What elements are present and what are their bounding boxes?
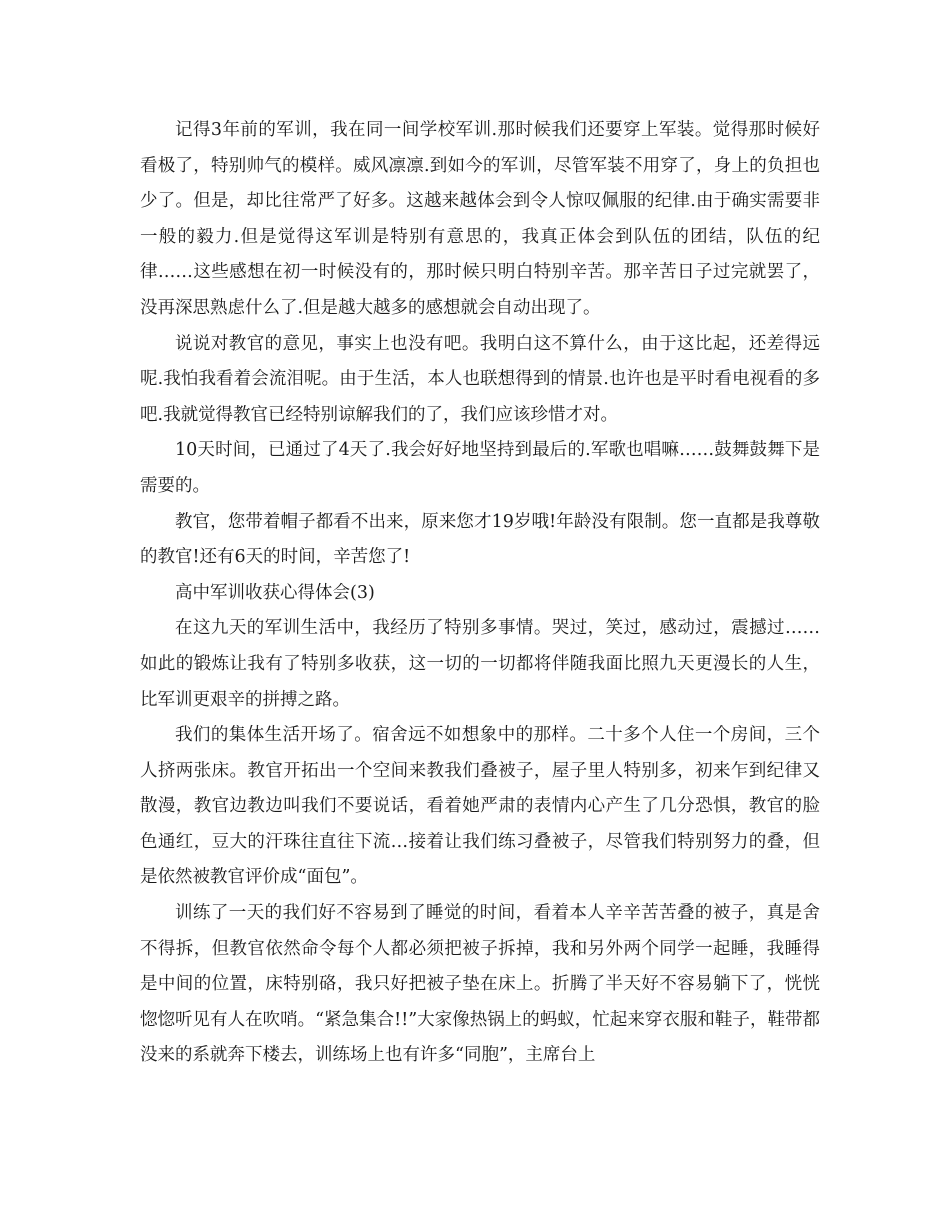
paragraph-3: 10天时间，已通过了4天了.我会好好地坚持到最后的.军歌也唱嘛……鼓舞鼓舞下是需要的。	[140, 440, 820, 496]
paragraph-1: 记得3年前的军训，我在同一间学校军训.那时候我们还要穿上军装。觉得那时候好看极了，特别帅气的模样。威风凛凛.到如今的军训，尽管军装不用穿了，身上的负担也少了。但是，却比往常严了好多。这越来越体会到令人惊叹佩服的纪律.由于确实需要非一般的毅力.但是觉得这军训是特别有意思的，我真正体会到队伍的团结，队伍的纪律……这些感想在初一时候没有的，那时候只明白特别辛苦。那辛苦日子过完就罢了，没再深思熟虑什么了.但是越大越多的感想就会自动出现了。	[140, 120, 820, 318]
paragraph-2: 说说对教官的意见，事实上也没有吧。我明白这不算什么，由于这比起，还差得远呢.我怕我看着会流泪呢。由于生活，本人也联想得到的情景.也许也是平时看电视看的多吧.我就觉得教官已经特别谅解我们的了，我们应该珍惜才对。	[140, 333, 820, 425]
paragraph-4: 教官，您带着帽子都看不出来，原来您才19岁哦!年龄没有限制。您一直都是我尊敬的教官!还有6天的时间，辛苦您了!	[140, 511, 820, 568]
paragraph-5: 在这九天的军训生活中，我经历了特别多事情。哭过，笑过，感动过，震撼过……如此的锻炼让我有了特别多收获，这一切的一切都将伴随我面比照九天更漫长的人生，比军训更艰辛的拼搏之路。	[140, 618, 820, 710]
document-body	[140, 113, 820, 1074]
paragraph-7: 训练了一天的我们好不容易到了睡觉的时间，看着本人辛辛苦苦叠的被子，真是舍不得拆，但教官依然命令每个人都必须把被子拆掉，我和另外两个同学一起睡，我睡得是中间的位置，床特别硌，我只好把被子垫在床上。折腾了半天好不容易躺下了，恍恍惚惚听见有人在吹哨。“紧急集合!!”大家像热锅上的蚂蚁，忙起来穿衣服和鞋子，鞋带都没来的系就奔下楼去，训练场上也有许多“同胞”，主席台上	[140, 903, 820, 1066]
section-heading: 高中军训收获心得体会(3)	[175, 582, 375, 603]
paragraph-6: 我们的集体生活开场了。宿舍远不如想象中的那样。二十多个人住一个房间，三个人挤两张床。教官开拓出一个空间来教我们叠被子，屋子里人特别多，初来乍到纪律又散漫，教官边教边叫我们不要说话，看着她严肃的表情内心产生了几分恐惧，教官的脸色通红，豆大的汗珠往直往下流…接着让我们练习叠被子，尽管我们特别努力的叠，但是依然被教官评价成“面包”。	[140, 725, 820, 888]
